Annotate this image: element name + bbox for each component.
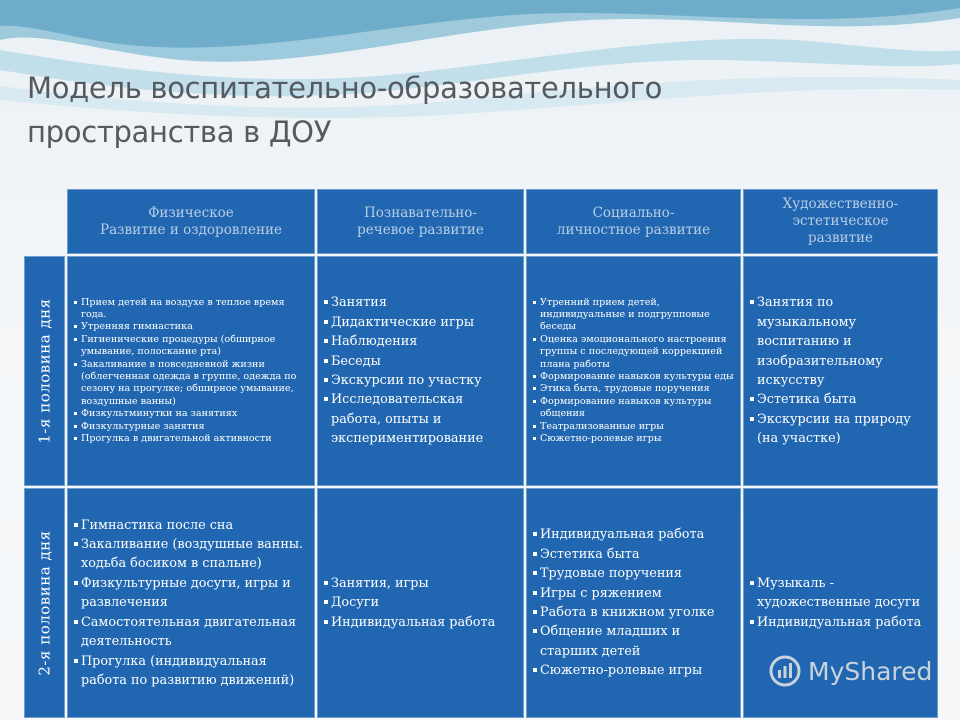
title-line-1: Модель воспитательно-образовательного: [27, 71, 663, 105]
column-header-line: Художественно-: [782, 196, 899, 212]
watermark-text: MyShared: [808, 656, 933, 686]
list-item: Занятия: [324, 293, 517, 312]
list-item: Трудовые поручения: [533, 564, 734, 583]
activity-list: [533, 525, 734, 680]
list-item: Прогулка в двигательной активности: [74, 433, 308, 445]
list-item: Игры с ряжением: [533, 584, 734, 603]
activity-list: [750, 293, 931, 448]
cell-first-half-physical: [67, 256, 315, 486]
activity-list: [533, 297, 734, 446]
list-item: Утренний прием детей, индивидуальные и подгрупповые беседы: [533, 297, 734, 334]
column-header-artistic: [743, 189, 938, 254]
cell-second-half-cognitive: [317, 488, 524, 718]
column-header-line: эстетическое: [792, 213, 889, 229]
column-header-cognitive: [317, 189, 524, 254]
list-item: Сюжетно-ролевые игры: [533, 661, 734, 680]
activity-list: [324, 293, 517, 448]
list-item: Прием детей на воздухе в теплое время года.: [74, 297, 308, 322]
column-header-line: речевое развитие: [357, 221, 484, 238]
list-item: Музыкаль - художественные досуги: [750, 574, 931, 613]
list-item: Занятия по музыкальному воспитанию и изобразительному искусству: [750, 293, 931, 390]
activity-list: [750, 574, 931, 632]
column-header-line: Развитие и оздоровление: [100, 221, 282, 238]
column-header-line: Социально-: [592, 204, 675, 221]
list-item: Экскурсии на природу (на участке): [750, 410, 931, 449]
title-line-2: пространства в ДОУ: [27, 115, 332, 149]
cell-first-half-artistic: [743, 256, 938, 486]
list-item: Самостоятельная двигательная деятельность: [74, 613, 308, 652]
list-item: Исследовательская работа, опыты и экспериментирование: [324, 390, 517, 448]
column-header-line: личностное развитие: [556, 221, 711, 238]
column-header-line: Познавательно-: [363, 204, 477, 221]
list-item: Экскурсии по участку: [324, 371, 517, 390]
list-item: Беседы: [324, 352, 517, 371]
myshared-logo-icon: [768, 654, 802, 688]
list-item: Наблюдения: [324, 332, 517, 351]
list-item: Физкультурные занятия: [74, 421, 308, 433]
list-item: Общение младших и старших детей: [533, 622, 734, 661]
activity-list: [74, 297, 308, 446]
list-item: Индивидуальная работа: [324, 613, 517, 632]
list-item: Утренняя гимнастика: [74, 321, 308, 333]
list-item: Эстетика быта: [750, 390, 931, 409]
list-item: Досуги: [324, 593, 517, 612]
list-item: Гигиенические процедуры (обширное умывание, полоскание рта): [74, 334, 308, 359]
list-item: Оценка эмоционального настроения группы с последующей коррекцией плана работы: [533, 334, 734, 371]
list-item: Физкультминутки на занятиях: [74, 408, 308, 420]
list-item: Занятия, игры: [324, 574, 517, 593]
column-header-line: развитие: [807, 230, 874, 246]
list-item: Физкультурные досуги, игры и развлечения: [74, 574, 308, 613]
list-item: Прогулка (индивидуальная работа по развитию движений): [74, 652, 308, 691]
column-header-physical: [67, 189, 315, 254]
list-item: Индивидуальная работа: [750, 613, 931, 632]
list-item: Индивидуальная работа: [533, 525, 734, 544]
column-header-social: [526, 189, 741, 254]
list-item: Сюжетно-ролевые игры: [533, 433, 734, 445]
row-header-first-half: [24, 256, 65, 486]
row-header-label: 2-я половина дня: [35, 530, 54, 676]
cell-second-half-social: [526, 488, 741, 718]
list-item: Эстетика быта: [533, 545, 734, 564]
activity-list: [74, 516, 308, 691]
list-item: Театрализованные игры: [533, 421, 734, 433]
activity-list: [324, 574, 517, 632]
list-item: Работа в книжном уголке: [533, 603, 734, 622]
column-header-line: Физическое: [148, 204, 234, 221]
myshared-watermark: [768, 654, 932, 688]
list-item: Формирование навыков культуры общения: [533, 396, 734, 421]
row-header-second-half: [24, 488, 65, 718]
cell-second-half-physical: [67, 488, 315, 718]
list-item: Этика быта, трудовые поручения: [533, 383, 734, 395]
row-header-label: 1-я половина дня: [35, 298, 54, 444]
list-item: Закаливание в повседневной жизни (облегченная одежда в группе, одежда по сезону на прогулке; обширное умывание, воздушные ванны): [74, 359, 308, 409]
page-title: [27, 66, 747, 154]
list-item: Гимнастика после сна: [74, 516, 308, 535]
list-item: Дидактические игры: [324, 313, 517, 332]
list-item: Закаливание (воздушные ванны. ходьба босиком в спальне): [74, 535, 308, 574]
cell-first-half-cognitive: [317, 256, 524, 486]
list-item: Формирование навыков культуры еды: [533, 371, 734, 383]
cell-first-half-social: [526, 256, 741, 486]
